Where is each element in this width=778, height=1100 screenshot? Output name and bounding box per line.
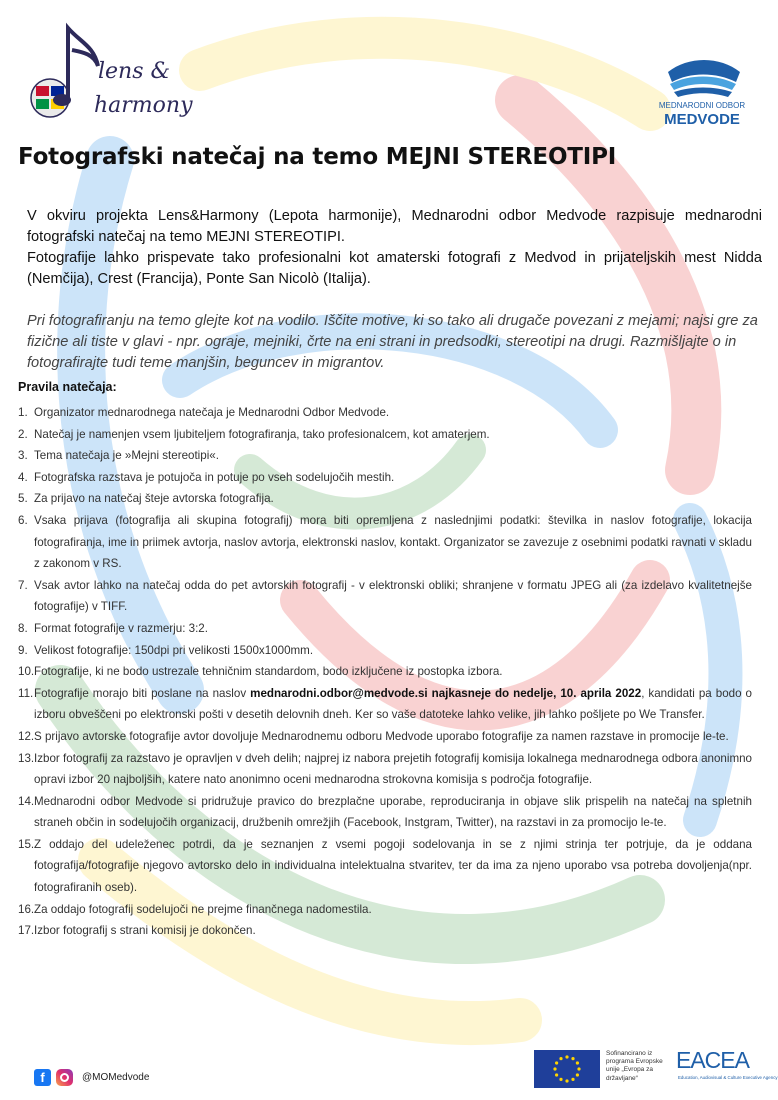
intro-paragraph-2: Fotografije lahko prispevate tako profesionalni kot amaterski fotografi z Medvod in prijateljskih mest Nidda (Nemčija), Crest (Francija), Ponte San Nicolò (Italija). [27, 250, 762, 287]
rule-item: 3. Tema natečaja je »Mejni stereotipi«. [18, 449, 219, 463]
rule-item: 8. Format fotografije v razmerju: 3:2. [18, 621, 208, 635]
lens-and-harmony-logo [24, 20, 204, 125]
mo-logo-line2: MEDVODE [664, 111, 740, 128]
lens-logo-line2: harmony [94, 93, 193, 118]
rule-item: 10. Fotografije, ki ne bodo ustrezale tehničnim standardom, bodo izključene iz postopka izbora. [18, 665, 503, 679]
rule-item: 12. S prijavo avtorske fotografije avtor dovoljuje Mednarodnemu odboru Medvode uporabo fotografije za namen razstave in promocije le-te. [18, 729, 729, 743]
guidance-paragraph: Pri fotografiranju na temo glejte kot na vodilo. Iščite motive, ki so tako ali drugače povezani z mejami; najsi gre za fizične ali tiste v glavi - npr. ograje, mejniki, črte na eni strani in predsodki, stereotipi na drugi. Razmišljajte o in fotografirajte tudi teme manjšin, beguncev in migrantov. [27, 313, 758, 371]
deadline-email-bold: mednarodni.odbor@medvode.si najkasneje do nedelje, 10. aprila 2022 [250, 686, 642, 700]
rule-item: 16. Za oddajo fotografij sodelujoči ne prejme finančnega nadomestila. [18, 902, 372, 916]
rule-item: 6. Vsaka prijava (fotografija ali skupina fotografij) mora biti opremljena z naslednjimi podatki: številka in naslov fotografije, lokacija fotografiranja, ime in priimek avtorja, naslov avtorja, elektronski naslov, kontakt. Organizator se zavezuje z osebnimi podatki ravnati v skladu z zakonom v RS. [18, 513, 752, 571]
eacea-logo [674, 1042, 778, 1092]
rule-item: 7. Vsak avtor lahko na natečaj odda do pet avtorskih fotografij - v elektronski obliki; shranjene v formatu JPEG ali (za izdelavo kvalitetnejše fotografije) v TIFF. [18, 578, 752, 614]
instagram-icon[interactable] [56, 1069, 73, 1086]
eu-cofinanced-text: Sofinancirano iz programa Evropske unije „Evropa za državljane“ [606, 1050, 663, 1082]
rules-heading: Pravila natečaja: [18, 380, 117, 394]
rule-item: 14. Mednarodni odbor Medvode si pridružuje pravico do brezplačne uporabe, reproduciranja in objave slik prispelih na natečaj na spletnih straneh občin in sodelujočih organizacij, družbenih omrežjih (Facebook, Instgram, Twitter), na razstavi in za promocijo le-te. [18, 794, 752, 830]
mednarodni-odbor-medvode-logo [648, 52, 756, 128]
rule-item: 17. Izbor fotografij s strani komisij je dokončen. [18, 924, 256, 938]
rule-item: 4. Fotografska razstava je potujoča in potuje po vseh sodelujočih mestih. [18, 470, 395, 484]
lens-logo-line1: lens & [98, 59, 171, 84]
rule-item: 5. Za prijavo na natečaj šteje avtorska fotografija. [18, 492, 274, 506]
mo-logo-line1: MEDNARODNI ODBOR [658, 101, 746, 110]
eu-flag-icon [534, 1050, 600, 1088]
rule-item: 15. Z oddajo del udeleženec potrdi, da je seznanjen z vsemi pogoji sodelovanja in se z njimi strinja ter potrjuje, da je oddana fotografija/fotografije njegovo avtorsko delo in individualna intelektualna stvaritev, ter da ima za njeno uporabo vsa potreba dovoljenja(npr. fotografiranih oseb). [18, 837, 752, 895]
rule-item: 1. Organizator mednarodnega natečaja je Mednarodni Odbor Medvode. [18, 406, 390, 419]
rule-item: 11. Fotografije morajo biti poslane na naslov mednarodni.odbor@medvode.si najkasneje do nedelje, 10. aprila 2022, kandidati pa bodo o izboru obveščeni po elektronski pošti v desetih delovnih dneh. Ker so vaše datoteke lahko velike, jih lahko pošljete po We Transfer. [18, 686, 753, 722]
eacea-caption: Education, Audiovisual & Culture Executive Agency [678, 1075, 778, 1080]
intro-paragraph: V okviru projekta Lens&Harmony (Lepota harmonije), Mednarodni odbor Medvode razpisuje mednarodni fotografski natečaj na temo MEJNI STEREOTIPI. [27, 208, 762, 245]
rules-list [18, 402, 752, 942]
social-handle: @MOMedvode [82, 1071, 150, 1083]
rule-item: 2. Natečaj je namenjen vsem ljubiteljem fotografiranja, tako profesionalcem, kot amaterjem. [18, 427, 490, 441]
social-links [34, 1068, 149, 1086]
page-title: Fotografski natečaj na temo MEJNI STEREOTIPI [18, 144, 617, 170]
rule-item: 13. Izbor fotografij za razstavo je opravljen v dveh delih; najprej iz nabora prejetih fotografij komisija lokalnega mednarodnega odbora anonimno opravi izbor 20 najboljših, katere nato anonimno oceni mednarodna strokovna komisija s področja fotografije. [18, 751, 752, 787]
intro-block [27, 206, 762, 290]
facebook-icon[interactable]: f [34, 1069, 51, 1086]
rule-item: 9. Velikost fotografije: 150dpi pri velikosti 1500x1000mm. [18, 643, 314, 657]
eacea-logo-text: EACEA [676, 1047, 749, 1073]
